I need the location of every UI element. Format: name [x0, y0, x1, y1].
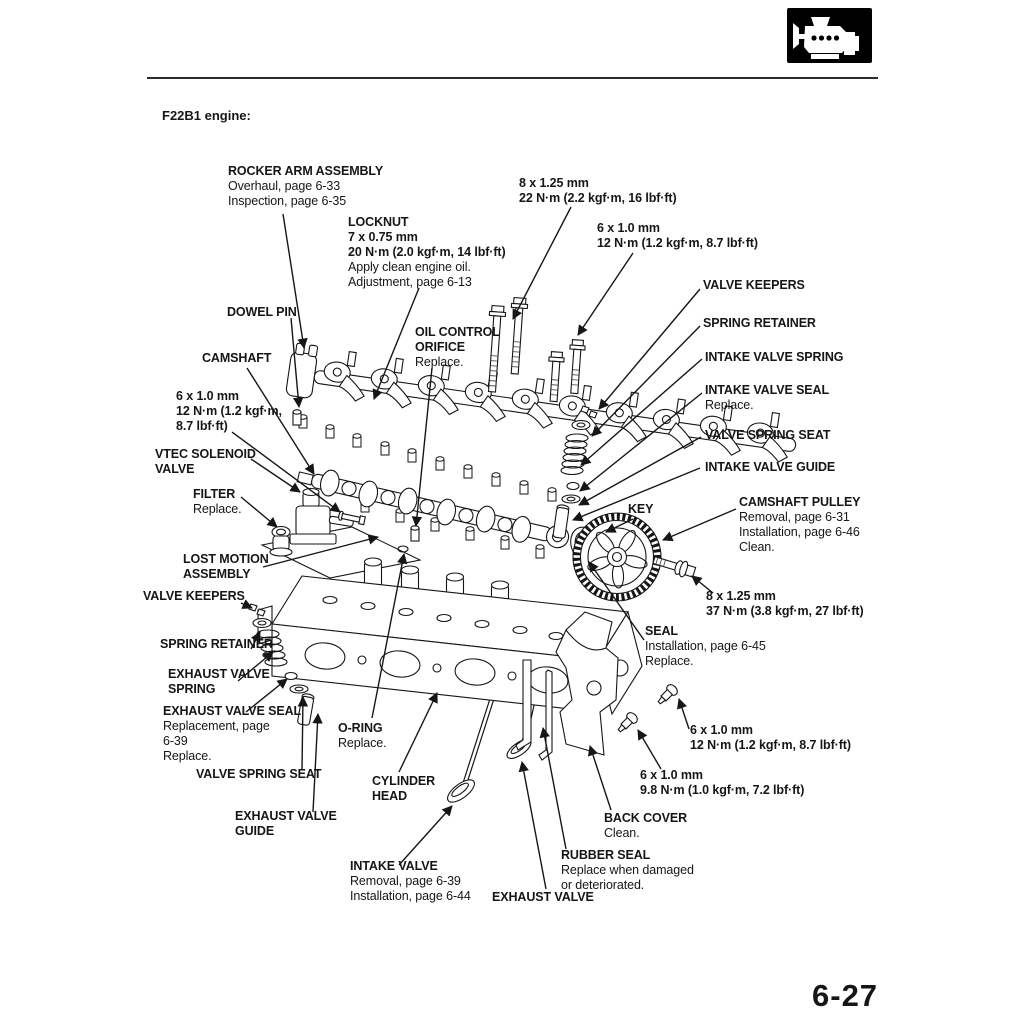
label-bolt-8x125-22: [519, 176, 677, 206]
label-camshaft-pulley: [739, 495, 860, 555]
camshaft-art: [295, 463, 571, 553]
bolt-spec: 6 x 1.0 mm: [640, 768, 703, 782]
part-title: EXHAUST VALVE: [492, 890, 594, 904]
torque-spec: 12 N·m (1.2 kgf·m,: [176, 404, 282, 418]
label-valve-keepers-right: [703, 278, 805, 293]
label-cylinder-head: [372, 774, 452, 804]
part-title: ROCKER ARM ASSEMBLY: [228, 164, 384, 178]
part-title: INTAKE VALVE SEAL: [705, 383, 830, 397]
part-note: Removal, page 6-31: [739, 510, 850, 524]
part-title: BACK COVER: [604, 811, 688, 825]
label-bolt-8x125-37: [706, 589, 864, 619]
part-title: VTEC SOLENOID VALVE: [155, 447, 256, 476]
o-ring-art: [398, 546, 408, 552]
part-title: INTAKE VALVE SPRING: [705, 350, 844, 364]
header-rule: [147, 77, 878, 79]
bolt-spec: 8 x 1.25 mm: [519, 176, 589, 190]
label-bolt-6x10-left: [176, 389, 282, 434]
part-title: CYLINDER HEAD: [372, 774, 436, 803]
part-title: EXHAUST VALVE GUIDE: [235, 809, 337, 838]
label-rocker-arm-assembly: [228, 164, 383, 209]
part-title: LOST MOTION ASSEMBLY: [183, 552, 269, 581]
label-seal: [645, 624, 766, 669]
label-oil-control-orifice: [415, 325, 510, 370]
bolt-spec: 7 x 0.75 mm: [348, 230, 418, 244]
torque-spec: 12 N·m (1.2 kgf·m, 8.7 lbf·ft): [597, 236, 758, 250]
part-title: RUBBER SEAL: [561, 848, 651, 862]
label-intake-valve-spring: [705, 350, 843, 365]
part-title: SEAL: [645, 624, 678, 638]
torque-spec: 8.7 lbf·ft): [176, 419, 228, 433]
part-note: Removal, page 6-39: [350, 874, 461, 888]
label-exhaust-valve-spring: [168, 667, 278, 697]
part-title: VALVE SPRING SEAT: [196, 767, 322, 781]
label-lost-motion-assembly: [183, 552, 288, 582]
part-title: INTAKE VALVE GUIDE: [705, 460, 836, 474]
part-title: FILTER: [193, 487, 236, 501]
label-filter: [193, 487, 242, 517]
bolt-spec: 8 x 1.25 mm: [706, 589, 776, 603]
label-spring-retainer-right: [703, 316, 816, 331]
label-vtec-solenoid-valve: [155, 447, 280, 477]
part-title: LOCKNUT: [348, 215, 409, 229]
label-bolt-6x10-right12: [690, 723, 851, 753]
part-title: SPRING RETAINER: [160, 637, 273, 651]
label-valve-spring-seat-left: [196, 767, 321, 782]
label-locknut: [348, 215, 506, 290]
part-title: CAMSHAFT: [202, 351, 272, 365]
label-bolt-6x10-right98: [640, 768, 804, 798]
part-note: Clean.: [604, 826, 640, 840]
label-camshaft: [202, 351, 271, 366]
part-note: Replace when damaged: [561, 863, 694, 877]
part-note: Apply clean engine oil.: [348, 260, 471, 274]
part-note: Replace.: [338, 736, 387, 750]
part-title: KEY: [628, 502, 654, 516]
part-title: VALVE KEEPERS: [143, 589, 245, 603]
part-note: Installation, page 6-45: [645, 639, 766, 653]
torque-spec: 20 N·m (2.0 kgf·m, 14 lbf·ft): [348, 245, 506, 259]
part-note: Replace.: [193, 502, 242, 516]
label-valve-keepers-left: [143, 589, 245, 604]
label-dowel-pin: [227, 305, 297, 320]
part-note: Replacement, page: [163, 719, 270, 733]
part-note: Installation, page 6-44: [350, 889, 471, 903]
label-bolt-6x10-top: [597, 221, 758, 251]
torque-spec: 12 N·m (1.2 kgf·m, 8.7 lbf·ft): [690, 738, 851, 752]
part-title: O-RING: [338, 721, 383, 735]
part-note: Installation, page 6-46: [739, 525, 860, 539]
torque-spec: 37 N·m (3.8 kgf·m, 27 lbf·ft): [706, 604, 864, 618]
part-title: INTAKE VALVE: [350, 859, 438, 873]
part-title: VALVE KEEPERS: [703, 278, 805, 292]
label-intake-valve: [350, 859, 471, 904]
oil-control-orifice-art: [398, 526, 419, 552]
label-key: [628, 502, 653, 517]
bolt-spec: 6 x 1.0 mm: [597, 221, 660, 235]
label-back-cover: [604, 811, 687, 841]
label-o-ring: [338, 721, 387, 751]
part-title: VALVE SPRING SEAT: [705, 428, 831, 442]
part-note: Clean.: [739, 540, 775, 554]
label-valve-spring-seat-right: [705, 428, 830, 443]
part-note: Overhaul, page 6-33: [228, 179, 341, 193]
torque-spec: 22 N·m (2.2 kgf·m, 16 lbf·ft): [519, 191, 677, 205]
label-intake-valve-guide: [705, 460, 835, 475]
bolt-spec: 6 x 1.0 mm: [690, 723, 753, 737]
label-rubber-seal: [561, 848, 694, 893]
part-note: 6-39: [163, 734, 188, 748]
part-title: EXHAUST VALVE SPRING: [168, 667, 270, 696]
part-note: Replace.: [163, 749, 212, 763]
dowel-pin-art: [293, 410, 301, 425]
bolt-spec: 6 x 1.0 mm: [176, 389, 239, 403]
label-exhaust-valve-guide: [235, 809, 345, 839]
torque-spec: 9.8 N·m (1.0 kgf·m, 7.2 lbf·ft): [640, 783, 805, 797]
part-note: Replace.: [645, 654, 694, 668]
engine-icon: [787, 8, 872, 63]
part-note: Adjustment, page 6-13: [348, 275, 472, 289]
part-note: Replace.: [705, 398, 754, 412]
part-note: Replace.: [415, 355, 464, 369]
part-title: EXHAUST VALVE SEAL: [163, 704, 302, 718]
part-title: DOWEL PIN: [227, 305, 297, 319]
label-intake-valve-seal: [705, 383, 829, 413]
part-title: CAMSHAFT PULLEY: [739, 495, 861, 509]
part-note: Inspection, page 6-35: [228, 194, 347, 208]
camshaft-pulley-art: [567, 513, 696, 601]
part-note: or deteriorated.: [561, 878, 645, 892]
part-title: OIL CONTROL ORIFICE: [415, 325, 500, 354]
engine-heading: F22B1 engine:: [162, 108, 251, 123]
label-spring-retainer-left: [160, 637, 273, 652]
part-title: SPRING RETAINER: [703, 316, 816, 330]
label-exhaust-valve-seal: [163, 704, 301, 764]
page-number: 6-27: [812, 978, 879, 1013]
